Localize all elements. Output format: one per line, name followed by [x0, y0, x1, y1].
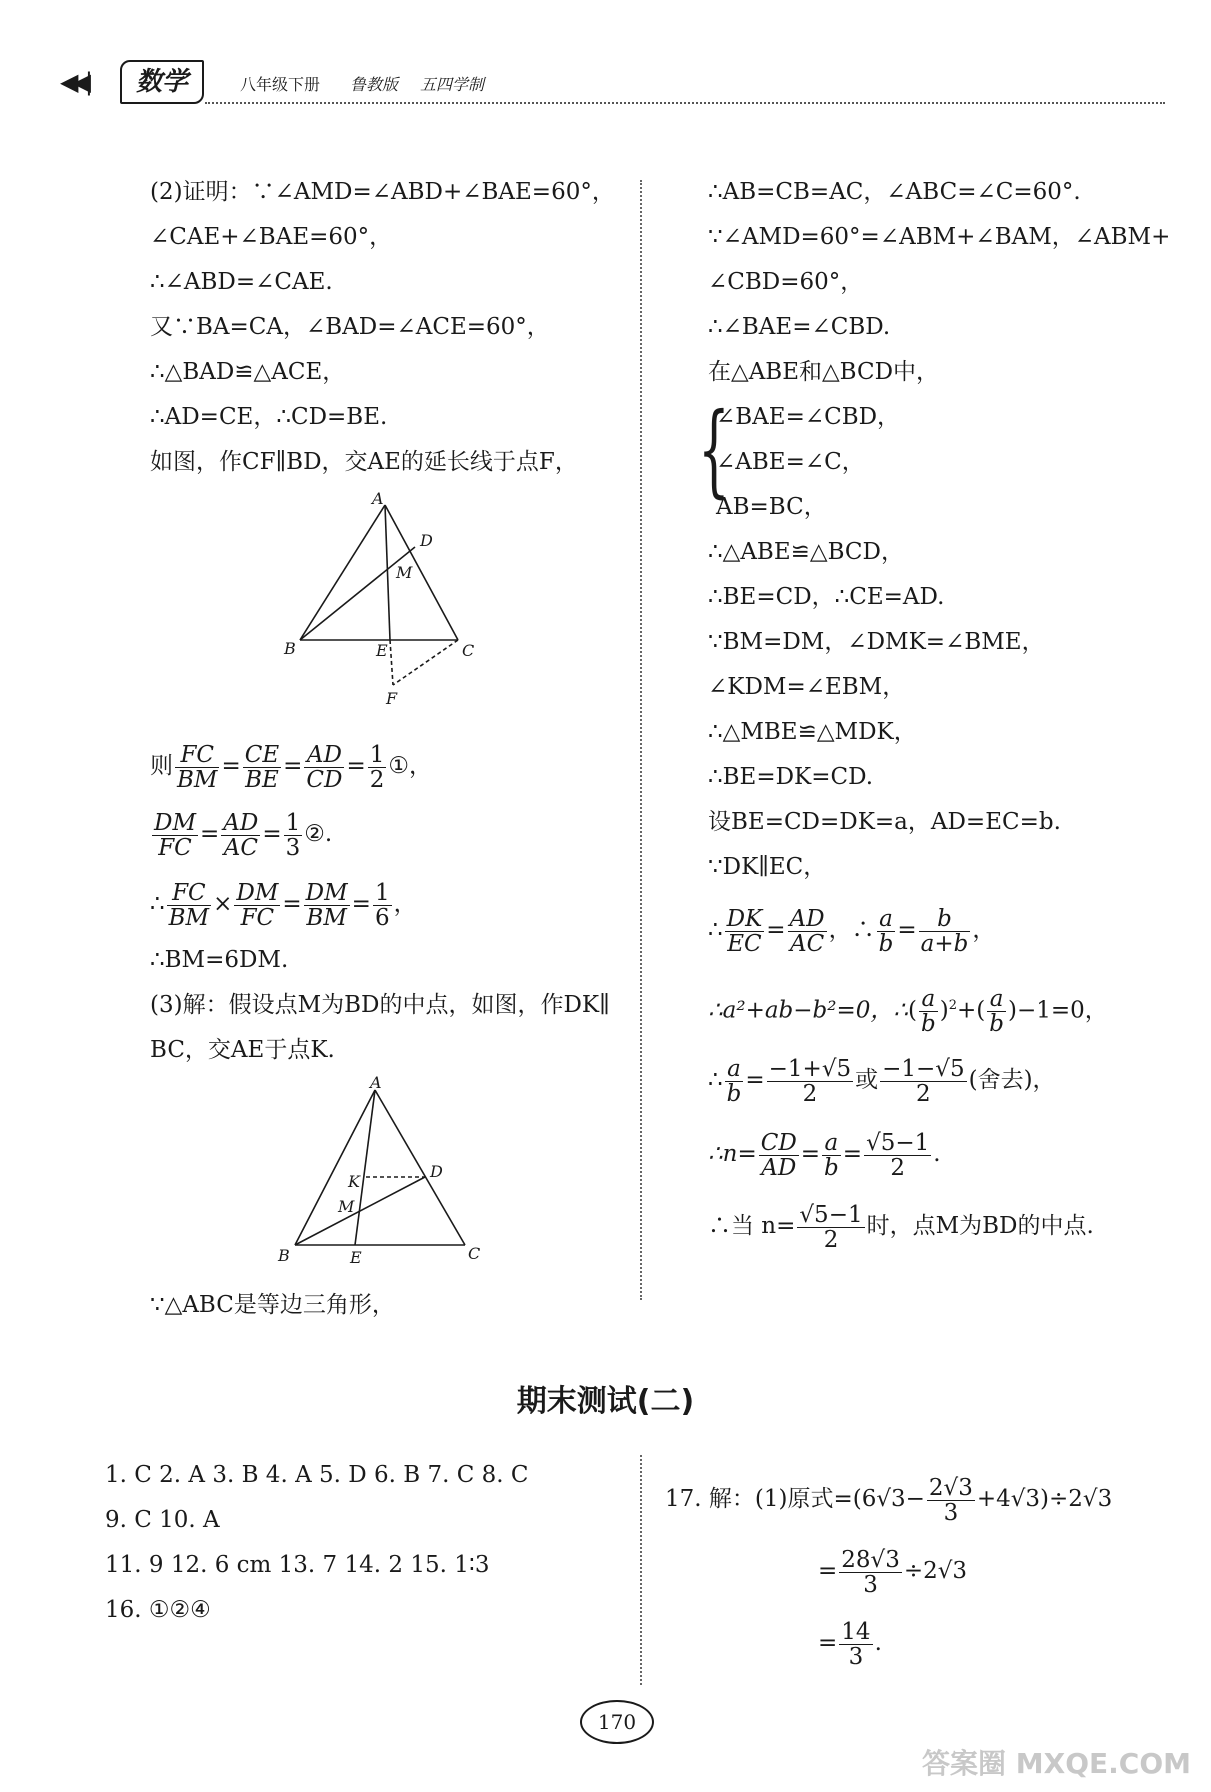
l10-f4-num: 1	[374, 879, 390, 906]
l10-f2-num: DM	[236, 879, 279, 906]
left-line-7: 如图，作CF∥BD，交AE的延长线于点F，	[150, 449, 578, 475]
fig1-label-m: M	[396, 563, 413, 582]
l9-f1-den: FC	[158, 834, 192, 861]
column-divider-top	[640, 180, 642, 1300]
q17-s3-prefix: =	[818, 1630, 838, 1656]
l8-f4-den: 2	[369, 766, 385, 793]
q17-s3-suffix: .	[874, 1630, 882, 1656]
l10-f1-den: BM	[168, 904, 210, 931]
fig1-label-b: B	[284, 639, 296, 658]
fig2-label-b: B	[278, 1246, 290, 1265]
right-line-3: ∠CBD=60°，	[708, 269, 864, 295]
figure-2-triangle	[270, 1075, 490, 1275]
l10-f3-den: BM	[306, 904, 347, 931]
l10-f2-den: FC	[240, 904, 275, 931]
fig2-label-c: C	[468, 1244, 481, 1263]
l8-f1-den: BM	[177, 766, 218, 793]
left-line-1: (2)证明：∵∠AMD=∠ABD+∠BAE=60°，	[150, 179, 615, 205]
r19-f2-num: −1+√5	[768, 1055, 852, 1082]
left-line-12: (3)解：假设点M为BD的中点，如图，作DK∥	[150, 992, 610, 1018]
r17-f3-den: b	[878, 930, 894, 957]
left-line-5: ∴△BAD≌△ACE，	[150, 359, 346, 385]
right-line-4: ∴∠BAE=∠CBD.	[708, 314, 891, 340]
r20-f1-num: CD	[760, 1129, 797, 1156]
left-line-13: BC，交AE于点K.	[150, 1037, 335, 1063]
left-line-2: ∠CAE+∠BAE=60°，	[150, 224, 393, 250]
right-line-6: ∠BAE=∠CBD，	[716, 404, 901, 430]
r20-f3-den: 2	[890, 1154, 905, 1181]
q17-f3-num: 14	[841, 1618, 871, 1645]
right-line-14: ∴BE=DK=CD.	[708, 764, 874, 790]
fig1-label-f: F	[386, 689, 398, 708]
l10-f3-num: DM	[305, 879, 348, 906]
q17-line-1	[665, 1473, 1112, 1525]
l8-f4-num: 1	[369, 741, 385, 768]
fig1-label-a: A	[372, 490, 384, 508]
section-title: 期末测试(二)	[516, 1384, 695, 1419]
q17-f1-den: 3	[943, 1499, 959, 1526]
right-line-20: ∴n= $\frac{CD}{AD}$ = $\frac{a}{b}$ = $\frac{√5-1}{2}$ .	[708, 1129, 941, 1181]
right-line-18: ∴a²+ab−b²=0，∴( $\frac{a}{b}$ )$^2$+( $\frac{a}{b}$ )−1=0，	[708, 986, 1108, 1038]
r17-f2-den: AC	[789, 930, 825, 957]
q17-f1-num: 2√3	[928, 1474, 973, 1501]
r17-f1-num: DK	[726, 905, 763, 932]
q17-line-3	[818, 1617, 882, 1669]
q17-prefix: 17. 解：(1)原式=(6√3−	[665, 1486, 925, 1512]
r17-prefix: ∴	[708, 917, 723, 943]
answers-line-1: 1. C 2. A 3. B 4. A 5. D 6. B 7. C 8. C	[105, 1462, 529, 1488]
l10-suffix: ，	[393, 891, 417, 917]
l8-f3-num: AD	[304, 743, 344, 768]
right-line-16: ∵DK∥EC，	[708, 854, 827, 880]
l10-prefix: ∴	[150, 891, 165, 917]
l10-f1-num: FC	[167, 881, 211, 906]
header-rule	[205, 102, 1165, 104]
l8-f2-num: CE	[244, 741, 280, 768]
r17-f4-den: a+b	[920, 930, 969, 957]
r17-suffix: ，	[972, 917, 996, 943]
r21-suffix: 时，点M为BD的中点.	[866, 1213, 1094, 1239]
answers-line-3: 11. 9 12. 6 cm 13. 7 14. 2 15. 1∶3	[105, 1552, 490, 1578]
l9-f1-num: DM	[154, 809, 196, 836]
left-line-10: ∴ $\frac{FC}{BM}$ × $\frac{DM}{FC}$ = $\frac{DM}{BM}$ = $\frac{1}{6}$ ，	[150, 879, 417, 931]
right-line-5: 在△ABE和△BCD中，	[708, 359, 940, 385]
r18-part-b: −1=0，	[1016, 997, 1108, 1024]
fig1-label-c: C	[462, 641, 475, 660]
right-line-2: ∵∠AMD=60°=∠ABM+∠BAM，∠ABM+	[708, 224, 1171, 250]
q17-s2-prefix: =	[818, 1558, 838, 1584]
r17-f1-den: EC	[727, 930, 762, 957]
right-line-17: ∴ $\frac{DK}{EC}$ = $\frac{AD}{AC}$ ，∴ $\frac{a}{b}$ = $\frac{b}{a+b}$ ，	[708, 905, 996, 957]
r19-f3-num: −1−√5	[882, 1055, 965, 1082]
right-line-21	[708, 1200, 1094, 1252]
l9-f2-den: AC	[223, 834, 258, 861]
l8-suffix: ①，	[388, 753, 432, 779]
r21-prefix: ∴当 n=	[708, 1213, 796, 1239]
l9-suffix: ②.	[304, 821, 333, 847]
r19-f3-den: 2	[916, 1080, 931, 1107]
r17-f4-num: b	[919, 907, 971, 932]
answers-line-4: 16. ①②④	[105, 1597, 211, 1623]
l8-f1-num: FC	[175, 743, 219, 768]
answers-line-2: 9. C 10. A	[105, 1507, 220, 1533]
left-line-8: 则 $\frac{FC}{BM}$ = $\frac{CE}{BE}$ = $\frac{AD}{CD}$ = $\frac{1}{2}$ ①，	[150, 741, 432, 793]
left-line-11: ∴BM=6DM.	[150, 947, 289, 973]
system-label: 五四学制	[420, 75, 485, 94]
l9-f2-num: AD	[223, 809, 259, 836]
q17-mid: +4√3)÷2√3	[976, 1486, 1113, 1512]
q17-s2-suffix: ÷2√3	[903, 1558, 968, 1584]
l8-f3-den: CD	[306, 766, 343, 793]
r21-f-den: 2	[823, 1226, 839, 1253]
right-line-9: ∴△ABE≌△BCD，	[708, 539, 904, 565]
right-line-8: AB=BC，	[716, 494, 827, 520]
right-line-1: ∴AB=CB=AC，∠ABC=∠C=60°.	[708, 179, 1081, 205]
system-brace-icon: {	[698, 391, 730, 508]
grade-label: 八年级下册	[240, 75, 321, 94]
r19-f2-den: 2	[802, 1080, 818, 1107]
q17-line-2	[818, 1545, 967, 1597]
r20-f2-num: a	[822, 1131, 841, 1156]
r19-f1-num: a	[725, 1057, 744, 1082]
r19-mid: 或	[855, 1067, 879, 1093]
right-line-15: 设BE=CD=DK=a，AD=EC=b.	[708, 809, 1061, 835]
r17-f3-num: a	[877, 907, 896, 932]
column-divider-bottom	[640, 1455, 642, 1685]
left-line-14: ∵△ABC是等边三角形，	[150, 1292, 395, 1318]
q17-f2-num: 28√3	[841, 1546, 900, 1573]
r21-f-num: √5−1	[799, 1201, 863, 1228]
l9-f3-num: 1	[285, 809, 301, 836]
r17-mid: ，∴	[828, 917, 875, 943]
fig2-label-k: K	[348, 1172, 360, 1191]
fig2-label-e: E	[350, 1248, 362, 1267]
l9-f3-den: 3	[285, 834, 301, 861]
l10-f4-den: 6	[374, 904, 390, 931]
subject-badge: 数学	[120, 60, 204, 104]
q17-f3-den: 3	[848, 1643, 864, 1670]
fig2-label-m: M	[338, 1197, 355, 1216]
fig2-label-a: A	[370, 1075, 382, 1092]
watermark-logo: 答案圈 MXQE.COM	[922, 1747, 1191, 1780]
r20-f2-den: b	[824, 1154, 839, 1181]
page-header	[60, 60, 1170, 110]
right-line-11: ∵BM=DM，∠DMK=∠BME，	[708, 629, 1045, 655]
q17-f2-den: 3	[863, 1571, 878, 1598]
figure-1-triangle	[280, 490, 500, 710]
right-line-7: ∠ABE=∠C，	[716, 449, 865, 475]
right-line-19: ∴ $\frac{a}{b}$ = $\frac{-1+√5}{2}$ 或 $\frac{-1-√5}{2}$ (舍去)，	[708, 1055, 1056, 1107]
r19-suffix: (舍去)，	[968, 1067, 1056, 1093]
right-line-12: ∠KDM=∠EBM，	[708, 674, 906, 700]
header-arrows-icon: ◀◀|	[60, 68, 87, 96]
right-line-10: ∴BE=CD，∴CE=AD.	[708, 584, 945, 610]
left-line-6: ∴AD=CE，∴CD=BE.	[150, 404, 388, 430]
r19-f1-den: b	[726, 1080, 742, 1107]
r20-f3-num: √5−1	[866, 1129, 930, 1156]
right-line-13: ∴△MBE≌△MDK，	[708, 719, 917, 745]
edition-label: 鲁教版	[350, 75, 399, 94]
l8-f2-den: BE	[245, 766, 279, 793]
r18-part-a: ∴a²+ab−b²=0，∴	[708, 997, 909, 1024]
left-line-9: $\frac{DM}{FC}$ = $\frac{AD}{AC}$ = $\frac{1}{3}$ ②.	[154, 809, 333, 861]
r20-prefix: ∴n=	[708, 1141, 757, 1167]
fig1-label-e: E	[376, 641, 388, 660]
left-line-4: 又∵BA=CA，∠BAD=∠ACE=60°，	[150, 314, 550, 340]
r20-f1-den: AD	[761, 1154, 797, 1181]
l8-prefix: 则	[150, 753, 173, 779]
page-number: 170	[580, 1700, 654, 1744]
fig2-label-d: D	[430, 1162, 443, 1181]
left-line-3: ∴∠ABD=∠CAE.	[150, 269, 333, 295]
r17-f2-num: AD	[789, 905, 825, 932]
fig1-label-d: D	[420, 531, 433, 550]
r19-prefix: ∴	[708, 1067, 723, 1093]
